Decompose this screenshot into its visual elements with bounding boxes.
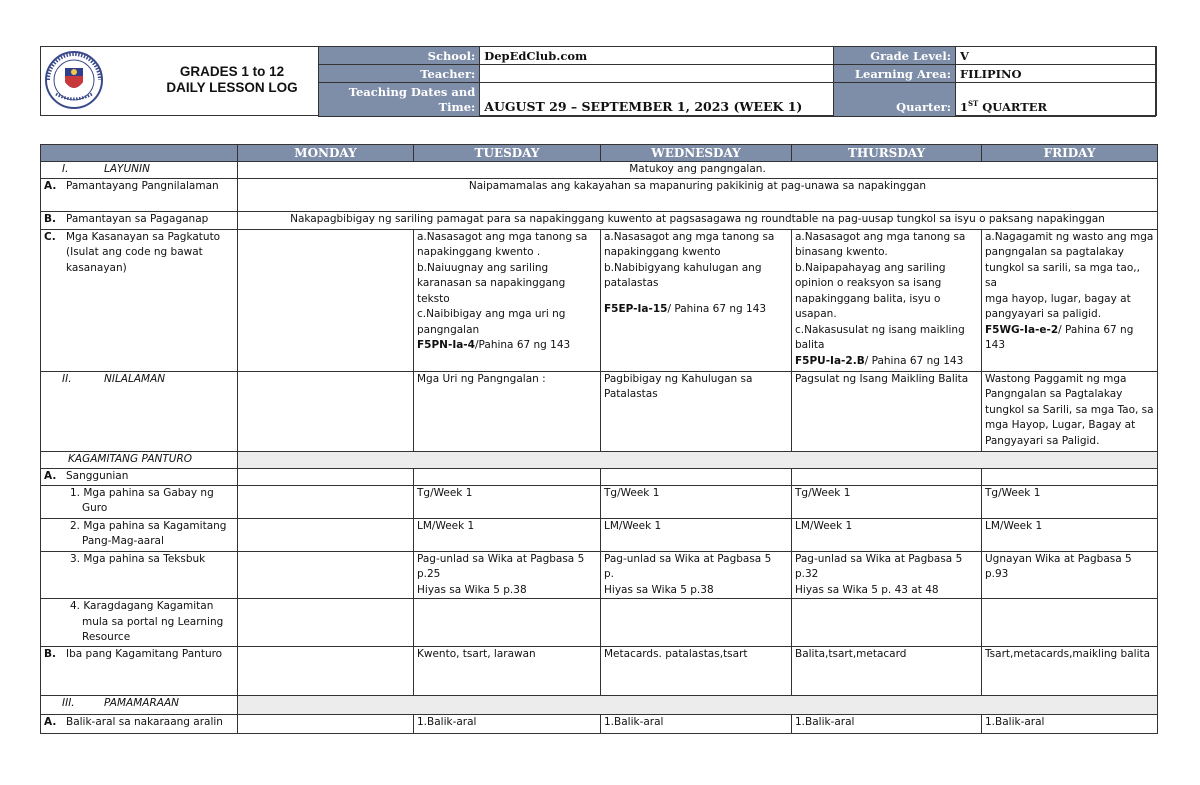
grade-value: V xyxy=(955,47,1155,65)
kasanayan-title-1: Mga Kasanayan sa Pagkatuto xyxy=(66,230,221,243)
nilalaman-fri-line: Pangngalan sa Pagtalakay xyxy=(985,388,1123,400)
kasanayan-fri-line: pangyayari sa paligid. xyxy=(985,308,1102,320)
kasanayan-label xyxy=(41,229,238,371)
teksbuk-tue-line: Pag-unlad sa Wika at Pagbasa 5 xyxy=(417,552,585,565)
teaching-dates-label-line1: Teaching Dates and xyxy=(348,84,476,99)
mag-aaral-wednesday: LM/Week 1 xyxy=(601,518,792,551)
karagdagang-row xyxy=(41,599,1158,647)
kasanayan-wed-code-line xyxy=(604,302,788,318)
nilalaman-num: II. xyxy=(62,372,72,385)
kasanayan-tue-line: c.Naibibigay ang mga uri ng xyxy=(417,308,566,320)
row-title: Pamantayan sa Pagaganap xyxy=(66,212,209,225)
nilalaman-title: NILALAMAN xyxy=(104,372,166,385)
pamamaraan-row xyxy=(41,695,1158,714)
teacher-label: Teacher: xyxy=(319,65,480,83)
karagdagang-title-1: 4. Karagdagang Kagamitan xyxy=(70,600,214,612)
kasanayan-tuesday xyxy=(414,229,601,371)
kasanayan-fri-line: pangngalan sa pagtalakay xyxy=(985,246,1124,258)
gabay-friday: Tg/Week 1 xyxy=(982,485,1158,518)
nilalaman-tuesday xyxy=(414,371,601,451)
teksbuk-row xyxy=(41,551,1158,599)
row-letter: A. xyxy=(44,715,57,728)
document-title xyxy=(157,64,307,96)
kasanayan-fri-line: a.Nagagamit ng wasto ang mga xyxy=(985,230,1154,243)
competency-code: F5PU-Ia-2.B xyxy=(795,354,865,367)
kasanayan-tue-line: karanasan sa napakinggang xyxy=(417,277,566,289)
kasanayan-tue-line: teksto xyxy=(417,292,450,305)
kasanayan-thu-code-line xyxy=(795,354,978,370)
sanggunian-tuesday xyxy=(414,468,601,485)
karagdagang-friday xyxy=(982,599,1158,647)
balik-aral-tuesday: 1.Balik-aral xyxy=(414,714,601,733)
kasanayan-thu-line: napakinggang balita, isyu o xyxy=(795,292,941,305)
balik-aral-wednesday: 1.Balik-aral xyxy=(601,714,792,733)
row-letter: A. xyxy=(44,179,57,192)
gabay-thursday: Tg/Week 1 xyxy=(792,485,982,518)
pamamaraan-num: III. xyxy=(62,696,75,709)
kasanayan-friday xyxy=(982,229,1158,371)
karagdagang-tuesday xyxy=(414,599,601,647)
mag-aaral-thursday: LM/Week 1 xyxy=(792,518,982,551)
teksbuk-wed-line: Pag-unlad sa Wika at Pagbasa 5 xyxy=(604,552,772,565)
teksbuk-thu-line: p.32 xyxy=(795,568,819,580)
quarter-word: QUARTER xyxy=(982,100,1048,114)
competency-code: F5EP-Ia-15 xyxy=(604,302,668,315)
kasanayan-thu-line: c.Nakasusulat ng isang maikling xyxy=(795,323,965,336)
kasanayan-wed-line: napakinggang kwento xyxy=(604,246,721,258)
sanggunian-friday xyxy=(982,468,1158,485)
karagdagang-wednesday xyxy=(601,599,792,647)
day-wednesday: WEDNESDAY xyxy=(601,145,792,162)
row-letter: C. xyxy=(44,230,56,243)
row-title: Balik-aral sa nakaraang aralin xyxy=(66,715,223,728)
kasanayan-thu-line: binasang kwento. xyxy=(795,246,888,258)
iba-pang-monday xyxy=(238,646,414,695)
quarter-suffix: ST xyxy=(967,99,979,109)
pamamaraan-label xyxy=(41,695,238,714)
kasanayan-wednesday xyxy=(601,229,792,371)
kasanayan-tue-line: napakinggang kwento . xyxy=(417,246,541,258)
nilalaman-fri-line: mga Hayop, Lugar, Bagay at xyxy=(985,419,1136,431)
teksbuk-fri-line: Ugnayan Wika at Pagbasa 5 p.93 xyxy=(985,552,1132,580)
kagamitan-label xyxy=(41,451,238,468)
gabay-monday xyxy=(238,485,414,518)
gabay-wednesday: Tg/Week 1 xyxy=(601,485,792,518)
sanggunian-monday xyxy=(238,468,414,485)
gabay-label xyxy=(41,485,238,518)
day-friday: FRIDAY xyxy=(982,145,1158,162)
gabay-title-1: 1. Mga pahina sa Gabay ng xyxy=(70,486,214,499)
pamamaraan-fill xyxy=(238,695,1158,714)
kasanayan-thu-line: balita xyxy=(795,339,825,351)
teksbuk-title: 3. Mga pahina sa Teksbuk xyxy=(70,552,206,565)
day-header-row xyxy=(41,145,1158,162)
mag-aaral-friday: LM/Week 1 xyxy=(982,518,1158,551)
learning-area-value: FILIPINO xyxy=(955,65,1155,83)
day-thursday: THURSDAY xyxy=(792,145,982,162)
gabay-row xyxy=(41,485,1158,518)
iba-pang-thursday: Balita,tsart,metacard xyxy=(792,646,982,695)
teksbuk-tue-line: p.25 xyxy=(417,568,441,580)
nilalaman-row xyxy=(41,371,1158,451)
layunin-title: LAYUNIN xyxy=(104,163,150,175)
sanggunian-wednesday xyxy=(601,468,792,485)
sanggunian-row xyxy=(41,468,1158,485)
karagdagang-title-3: Resource xyxy=(82,631,131,643)
day-header-blank xyxy=(41,145,238,162)
kagamitan-fill xyxy=(238,451,1158,468)
title-line-2: DAILY LESSON LOG xyxy=(166,80,298,95)
karagdagang-thursday xyxy=(792,599,982,647)
kasanayan-title-3: kasanayan) xyxy=(66,261,127,274)
lesson-grid xyxy=(40,144,1158,734)
teaching-dates-label xyxy=(319,83,480,117)
row-title: Pamantayang Pangnilalaman xyxy=(66,179,219,192)
sanggunian-label xyxy=(41,468,238,485)
sanggunian-thursday xyxy=(792,468,982,485)
kasanayan-wed-line: a.Nasasagot ang mga tanong sa xyxy=(604,230,775,243)
balik-aral-friday: 1.Balik-aral xyxy=(982,714,1158,733)
title-line-1: GRADES 1 to 12 xyxy=(179,64,285,79)
kasanayan-fri-code-line xyxy=(985,323,1154,354)
kagamitan-title: KAGAMITANG PANTURO xyxy=(68,452,193,465)
kasanayan-fri-line: tungkol sa sarili, sa mga tao,, sa xyxy=(985,261,1140,289)
nilalaman-fri-line: Pangyayari sa Paligid. xyxy=(985,434,1100,447)
learning-area-label: Learning Area: xyxy=(834,65,956,83)
gabay-title-2: Guro xyxy=(82,502,108,514)
pamantayan-pagaganap-label xyxy=(41,211,238,229)
day-monday: MONDAY xyxy=(238,145,414,162)
layunin-num: I. xyxy=(62,163,69,175)
teksbuk-thursday xyxy=(792,551,982,599)
kasanayan-tue-code-line xyxy=(417,338,597,354)
competency-code: F5WG-Ia-e-2 xyxy=(985,323,1059,336)
teksbuk-label xyxy=(41,551,238,599)
mag-aaral-monday xyxy=(238,518,414,551)
mag-aaral-tuesday: LM/Week 1 xyxy=(414,518,601,551)
karagdagang-title-2: mula sa portal ng Learning xyxy=(82,615,224,628)
kasanayan-fri-line: mga hayop, lugar, bagay at xyxy=(985,292,1131,305)
teaching-dates-value: AUGUST 29 – SEPTEMBER 1, 2023 (WEEK 1) xyxy=(480,83,834,117)
layunin-label xyxy=(41,162,238,179)
quarter-label: Quarter: xyxy=(834,83,956,117)
nilalaman-wed-line: Patalastas xyxy=(604,388,658,400)
balik-aral-thursday: 1.Balik-aral xyxy=(792,714,982,733)
kasanayan-wed-line: b.Nabibigyang kahulugan ang xyxy=(604,261,762,274)
kagamitan-row xyxy=(41,451,1158,468)
iba-pang-wednesday: Metacards. patalastas,tsart xyxy=(601,646,792,695)
balik-aral-monday xyxy=(238,714,414,733)
kasanayan-tue-line: a.Nasasagot ang mga tanong sa xyxy=(417,230,588,243)
nilalaman-tue-line: Mga Uri ng Pangngalan : xyxy=(417,372,546,385)
page-ref: / Pahina 67 ng 143 xyxy=(864,354,964,367)
row-letter: A. xyxy=(44,469,57,482)
iba-pang-friday: Tsart,metacards,maikling balita xyxy=(982,646,1158,695)
teksbuk-monday xyxy=(238,551,414,599)
teaching-dates-label-line2: Time: xyxy=(438,99,476,114)
pamantayang-pangnilalaman-label xyxy=(41,178,238,211)
teksbuk-wed-line: Hiyas sa Wika 5 p.38 xyxy=(604,583,714,596)
kagamitang-mag-aaral-label xyxy=(41,518,238,551)
nilalaman-friday xyxy=(982,371,1158,451)
row-title: Sanggunian xyxy=(66,469,129,482)
pamantayan-pagaganap-row xyxy=(41,211,1158,229)
row-letter: B. xyxy=(44,212,56,225)
nilalaman-wednesday xyxy=(601,371,792,451)
page-ref: /Pahina 67 ng 143 xyxy=(474,339,571,351)
iba-pang-label xyxy=(41,646,238,695)
school-label: School: xyxy=(319,47,480,65)
day-tuesday: TUESDAY xyxy=(414,145,601,162)
lesson-log-header xyxy=(40,46,1157,116)
iba-pang-row xyxy=(41,646,1158,695)
page-ref: / Pahina 67 ng 143 xyxy=(985,323,1134,351)
layunin-row xyxy=(41,162,1158,179)
grade-label: Grade Level: xyxy=(834,47,956,65)
teksbuk-wed-line: p. xyxy=(604,568,615,580)
layunin-content: Matukoy ang pangngalan. xyxy=(238,162,1158,179)
row-letter: B. xyxy=(44,647,56,660)
kasanayan-monday xyxy=(238,229,414,371)
kasanayan-thu-line: usapan. xyxy=(795,308,837,320)
quarter-value xyxy=(955,83,1155,117)
nilalaman-label xyxy=(41,371,238,451)
nilalaman-fri-line: Wastong Paggamit ng mga xyxy=(985,372,1127,385)
school-value: DepEdClub.com xyxy=(480,47,834,65)
teksbuk-tue-line: Hiyas sa Wika 5 p.38 xyxy=(417,583,527,596)
teksbuk-tuesday xyxy=(414,551,601,599)
teksbuk-friday xyxy=(982,551,1158,599)
pamantayang-pangnilalaman-content: Naipamamalas ang kakayahan sa mapanuring pakikinig at pag-unawa sa napakinggan xyxy=(238,178,1158,211)
nilalaman-thu-line: Pagsulat ng Isang Maikling Balita xyxy=(795,372,969,385)
kasanayan-tue-line: b.Naiuugnay ang sariling xyxy=(417,261,549,274)
kasanayan-row xyxy=(41,229,1158,371)
iba-pang-tuesday: Kwento, tsart, larawan xyxy=(414,646,601,695)
nilalaman-wed-line: Pagbibigay ng Kahulugan sa xyxy=(604,372,753,385)
mag-aaral-title-1: 2. Mga pahina sa Kagamitang xyxy=(70,519,227,532)
kasanayan-thu-line: b.Naipapahayag ang sariling xyxy=(795,261,946,274)
nilalaman-monday xyxy=(238,371,414,451)
teksbuk-thu-line: Pag-unlad sa Wika at Pagbasa 5 xyxy=(795,552,963,565)
teacher-value xyxy=(480,65,834,83)
info-table xyxy=(318,46,1156,117)
pamamaraan-title: PAMAMARAAN xyxy=(104,696,179,709)
teksbuk-wednesday xyxy=(601,551,792,599)
kasanayan-thursday xyxy=(792,229,982,371)
row-title: Iba pang Kagamitang Panturo xyxy=(66,647,223,660)
nilalaman-thursday xyxy=(792,371,982,451)
page-ref: / Pahina 67 ng 143 xyxy=(667,302,767,315)
gabay-tuesday: Tg/Week 1 xyxy=(414,485,601,518)
kasanayan-thu-line: opinion o reaksyon sa isang xyxy=(795,277,942,289)
pamantayang-pangnilalaman-row xyxy=(41,178,1158,211)
competency-code: F5PN-Ia-4 xyxy=(417,339,475,351)
kasanayan-wed-line: patalastas xyxy=(604,277,659,289)
quarter-number: 1 xyxy=(959,100,968,114)
balik-aral-label xyxy=(41,714,238,733)
mag-aaral-title-2: Pang-Mag-aaral xyxy=(82,535,164,547)
kagamitang-mag-aaral-row xyxy=(41,518,1158,551)
karagdagang-label xyxy=(41,599,238,647)
pamantayan-pagaganap-content: Nakapagbibigay ng sariling pamagat para sa napakinggang kuwento at pagsasagawa ng roundtable na pag-uusap tungkol sa isyu o paksang napakinggan xyxy=(238,211,1158,229)
deped-seal-icon xyxy=(44,50,104,110)
balik-aral-row xyxy=(41,714,1158,733)
kasanayan-tue-line: pangngalan xyxy=(417,323,480,336)
kasanayan-title-2: (Isulat ang code ng bawat xyxy=(66,246,203,258)
kasanayan-thu-line: a.Nasasagot ang mga tanong sa xyxy=(795,230,966,243)
nilalaman-fri-line: tungkol sa Sarili, sa mga Tao, sa xyxy=(985,403,1154,416)
karagdagang-monday xyxy=(238,599,414,647)
teksbuk-thu-line: Hiyas sa Wika 5 p. 43 at 48 xyxy=(795,583,939,596)
